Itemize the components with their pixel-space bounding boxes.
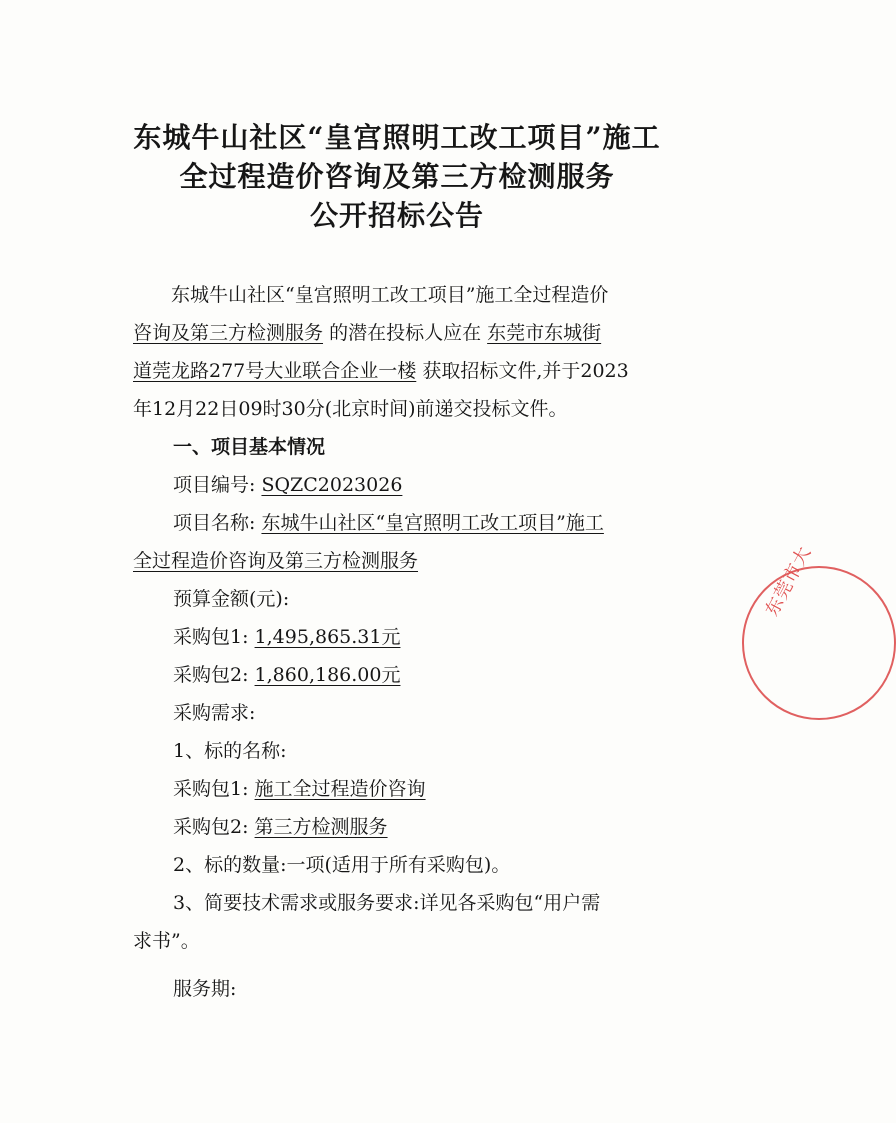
intro-address-part1: 东莞市东城街 <box>487 322 602 344</box>
seal-text: 东莞市大 <box>761 542 816 620</box>
budget-package-1-value: 1,495,865.31元 <box>254 626 401 648</box>
subject-package-2 <box>173 812 388 842</box>
project-name-value-1: 东城牛山社区“皇宫照明工改工项目”施工 <box>261 512 604 534</box>
budget-package-2-label: 采购包2: <box>173 664 249 686</box>
intro-line-3 <box>133 356 629 386</box>
budget-package-1 <box>173 622 400 652</box>
requirements-label: 采购需求: <box>173 702 256 724</box>
subject-label: 1、标的名称: <box>173 740 287 762</box>
subject-package-2-value: 第三方检测服务 <box>254 816 388 838</box>
official-seal <box>742 542 896 720</box>
document-title <box>0 118 794 235</box>
intro-text: 的潜在投标人应在 <box>329 322 482 344</box>
budget-package-2-value: 1,860,186.00元 <box>254 664 401 686</box>
project-number-label: 项目编号: <box>173 474 256 496</box>
intro-line-1: 东城牛山社区“皇宫照明工改工项目”施工全过程造价 <box>171 284 609 306</box>
budget-package-1-label: 采购包1: <box>173 626 249 648</box>
intro-address-part2: 道莞龙路277号大业联合企业一楼 <box>133 360 417 382</box>
subject-package-1-label: 采购包1: <box>173 778 249 800</box>
project-name <box>173 508 604 538</box>
subject-package-2-label: 采购包2: <box>173 816 249 838</box>
intro-service-name: 咨询及第三方检测服务 <box>133 322 324 344</box>
project-name-label: 项目名称: <box>173 512 256 534</box>
tech-requirements-line-2: 求书”。 <box>133 930 200 952</box>
budget-package-2 <box>173 660 400 690</box>
title-line-2: 全过程造价咨询及第三方检测服务 <box>179 160 615 193</box>
intro-line-2 <box>133 318 601 348</box>
budget-label: 预算金额(元): <box>173 588 290 610</box>
intro-line-4: 年12月22日09时30分(北京时间)前递交投标文件。 <box>133 398 568 420</box>
project-name-line-2 <box>133 546 418 576</box>
section-heading: 一、项目基本情况 <box>173 436 326 458</box>
tech-requirements-line-1: 3、简要技术需求或服务要求:详见各采购包“用户需 <box>173 892 601 914</box>
title-line-3: 公开招标公告 <box>309 199 484 232</box>
project-name-value-2: 全过程造价咨询及第三方检测服务 <box>133 550 419 572</box>
title-line-1: 东城牛山社区“皇宫照明工改工项目”施工 <box>133 121 661 154</box>
service-period: 服务期: <box>173 978 237 1000</box>
quantity: 2、标的数量:一项(适用于所有采购包)。 <box>173 854 511 876</box>
subject-package-1-value: 施工全过程造价咨询 <box>254 778 426 800</box>
intro-text-2: 获取招标文件,并于2023 <box>422 360 629 382</box>
project-number <box>173 470 402 500</box>
project-number-value: SQZC2023026 <box>261 474 403 496</box>
subject-package-1 <box>173 774 426 804</box>
